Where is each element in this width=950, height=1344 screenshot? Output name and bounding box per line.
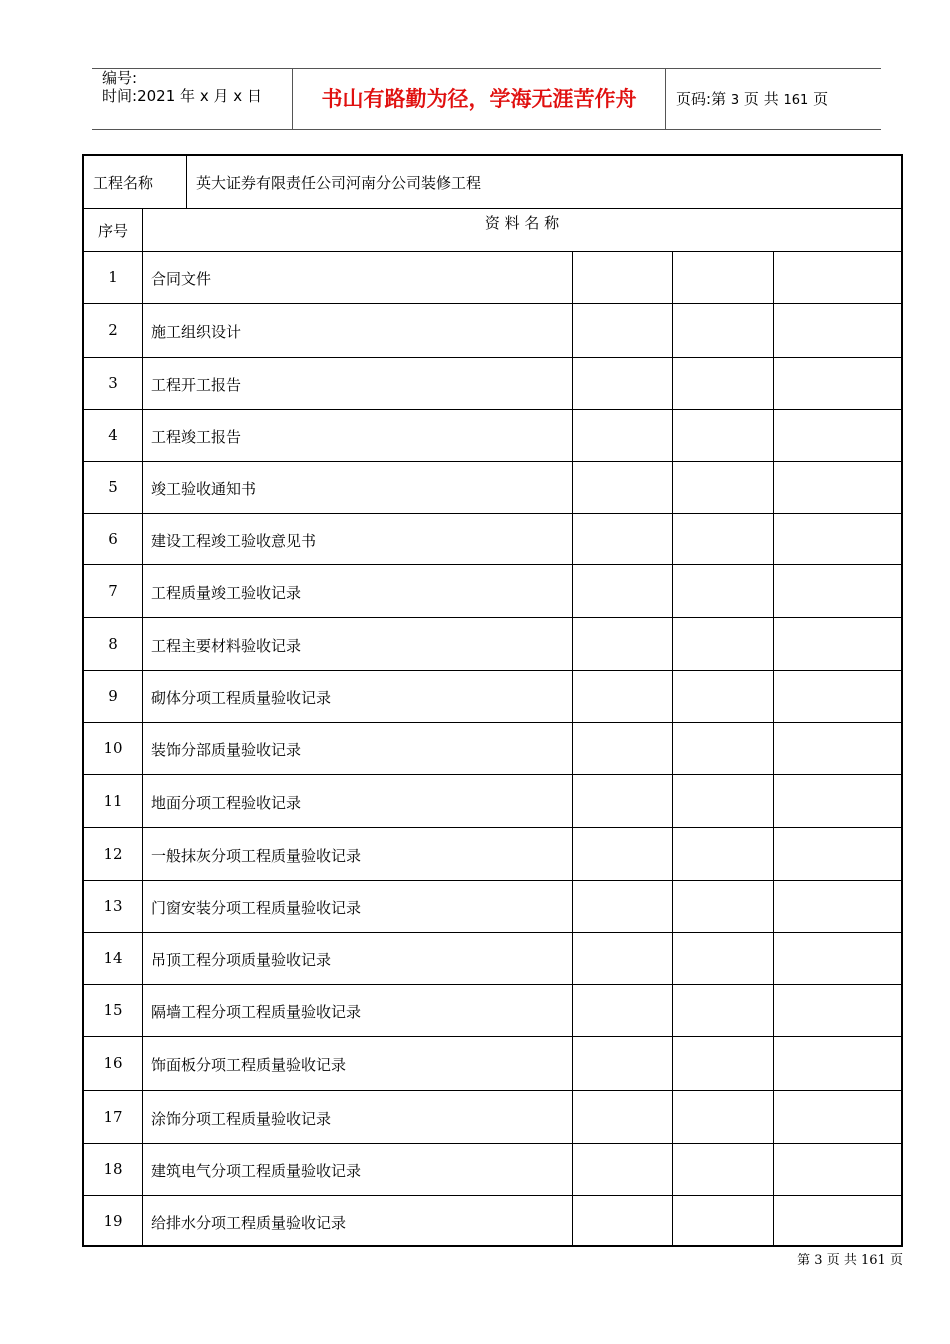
- time-year-unit: 年: [180, 87, 196, 105]
- row-number: 6: [108, 530, 118, 548]
- page-ye: 页: [813, 90, 829, 108]
- table-divider: [84, 208, 901, 209]
- footer-gong: 共: [843, 1253, 857, 1268]
- row-document-name: 饰面板分项工程质量验收记录: [151, 1056, 347, 1074]
- row-document-name: 建设工程竣工验收意见书: [151, 532, 317, 550]
- header-divider: [665, 69, 666, 129]
- table-row-divider: [84, 1090, 901, 1091]
- row-document-name: 给排水分项工程质量验收记录: [151, 1214, 347, 1232]
- row-number: 11: [103, 792, 123, 810]
- row-number: 7: [108, 582, 118, 600]
- row-document-name: 工程主要材料验收记录: [151, 637, 302, 655]
- time-day-unit: 日: [246, 87, 262, 105]
- row-document-name: 竣工验收通知书: [151, 480, 257, 498]
- table-divider: [572, 251, 573, 1247]
- table-row-divider: [84, 1036, 901, 1037]
- page-gong: 共: [763, 90, 779, 108]
- table-divider: [142, 208, 143, 1247]
- footer-di: 第: [797, 1253, 811, 1268]
- row-number: 1: [108, 268, 118, 286]
- time-year: 2021: [137, 87, 176, 105]
- table-row-divider: [84, 722, 901, 723]
- table-row-divider: [84, 513, 901, 514]
- row-document-name: 一般抹灰分项工程质量验收记录: [151, 847, 362, 865]
- page-number: 3: [730, 93, 740, 108]
- time-label: 时间:: [102, 87, 138, 105]
- row-document-name: 合同文件: [151, 270, 212, 288]
- row-number: 5: [108, 478, 118, 496]
- time-day: x: [233, 87, 243, 105]
- table-row-divider: [84, 670, 901, 671]
- row-document-name: 砌体分项工程质量验收记录: [151, 689, 332, 707]
- row-number: 14: [103, 949, 123, 967]
- table-row-divider: [84, 617, 901, 618]
- row-number: 10: [103, 739, 123, 757]
- page-header: [92, 68, 881, 130]
- row-number: 18: [103, 1160, 123, 1178]
- row-number: 3: [108, 374, 118, 392]
- row-number: 4: [108, 426, 118, 444]
- row-document-name: 门窗安装分项工程质量验收记录: [151, 899, 362, 917]
- table-divider: [773, 251, 774, 1247]
- table-row-divider: [84, 303, 901, 304]
- table-row-divider: [84, 984, 901, 985]
- row-document-name: 工程开工报告: [151, 376, 242, 394]
- table-divider: [186, 156, 187, 208]
- header-page-info: [676, 69, 828, 129]
- row-number: 9: [108, 687, 118, 705]
- table-row-divider: [84, 827, 901, 828]
- row-number: 15: [103, 1001, 123, 1019]
- row-number: 19: [103, 1212, 123, 1230]
- footer-page-number: 3: [814, 1253, 823, 1268]
- header-motto: 书山有路勤为径，学海无涯苦作舟: [321, 87, 637, 111]
- number-label: 编号:: [102, 69, 138, 87]
- table-row-divider: [84, 774, 901, 775]
- time-line: [102, 88, 262, 105]
- footer-ye: 页: [889, 1253, 903, 1268]
- row-document-name: 地面分项工程验收记录: [151, 794, 302, 812]
- page-ye: 页: [743, 90, 759, 108]
- table-divider: [672, 251, 673, 1247]
- row-number: 16: [103, 1054, 123, 1072]
- row-number: 2: [108, 321, 118, 339]
- table-row-divider: [84, 932, 901, 933]
- row-number: 13: [103, 897, 123, 915]
- row-document-name: 施工组织设计: [151, 323, 242, 341]
- row-document-name: 隔墙工程分项工程质量验收记录: [151, 1003, 362, 1021]
- table-row-divider: [84, 1143, 901, 1144]
- row-document-name: 涂饰分项工程质量验收记录: [151, 1110, 332, 1128]
- row-number: 8: [108, 635, 118, 653]
- footer-page-total: 161: [861, 1253, 886, 1268]
- table-row-divider: [84, 409, 901, 410]
- page-di: 第: [711, 90, 727, 108]
- project-name: 英大证券有限责任公司河南分公司装修工程: [196, 174, 482, 192]
- footer-ye: 页: [826, 1253, 840, 1268]
- table-divider: [84, 251, 901, 252]
- row-document-name: 装饰分部质量验收记录: [151, 741, 302, 759]
- page-footer: [797, 1249, 903, 1268]
- row-document-name: 工程竣工报告: [151, 428, 242, 446]
- row-number: 12: [103, 845, 123, 863]
- table-row-divider: [84, 357, 901, 358]
- name-header: 资 料 名 称: [484, 214, 560, 232]
- seq-header: 序号: [97, 222, 128, 240]
- table-row-divider: [84, 880, 901, 881]
- row-document-name: 吊顶工程分项质量验收记录: [151, 951, 332, 969]
- time-month-unit: 月: [213, 87, 229, 105]
- table-row-divider: [84, 461, 901, 462]
- page-label: 页码:: [676, 90, 712, 108]
- page-total: 161: [783, 93, 809, 108]
- time-month: x: [199, 87, 209, 105]
- row-document-name: 工程质量竣工验收记录: [151, 584, 302, 602]
- document-table: [82, 154, 903, 1247]
- row-number: 17: [103, 1108, 123, 1126]
- project-label: 工程名称: [93, 174, 154, 192]
- table-row-divider: [84, 1195, 901, 1196]
- row-document-name: 建筑电气分项工程质量验收记录: [151, 1162, 362, 1180]
- table-row-divider: [84, 564, 901, 565]
